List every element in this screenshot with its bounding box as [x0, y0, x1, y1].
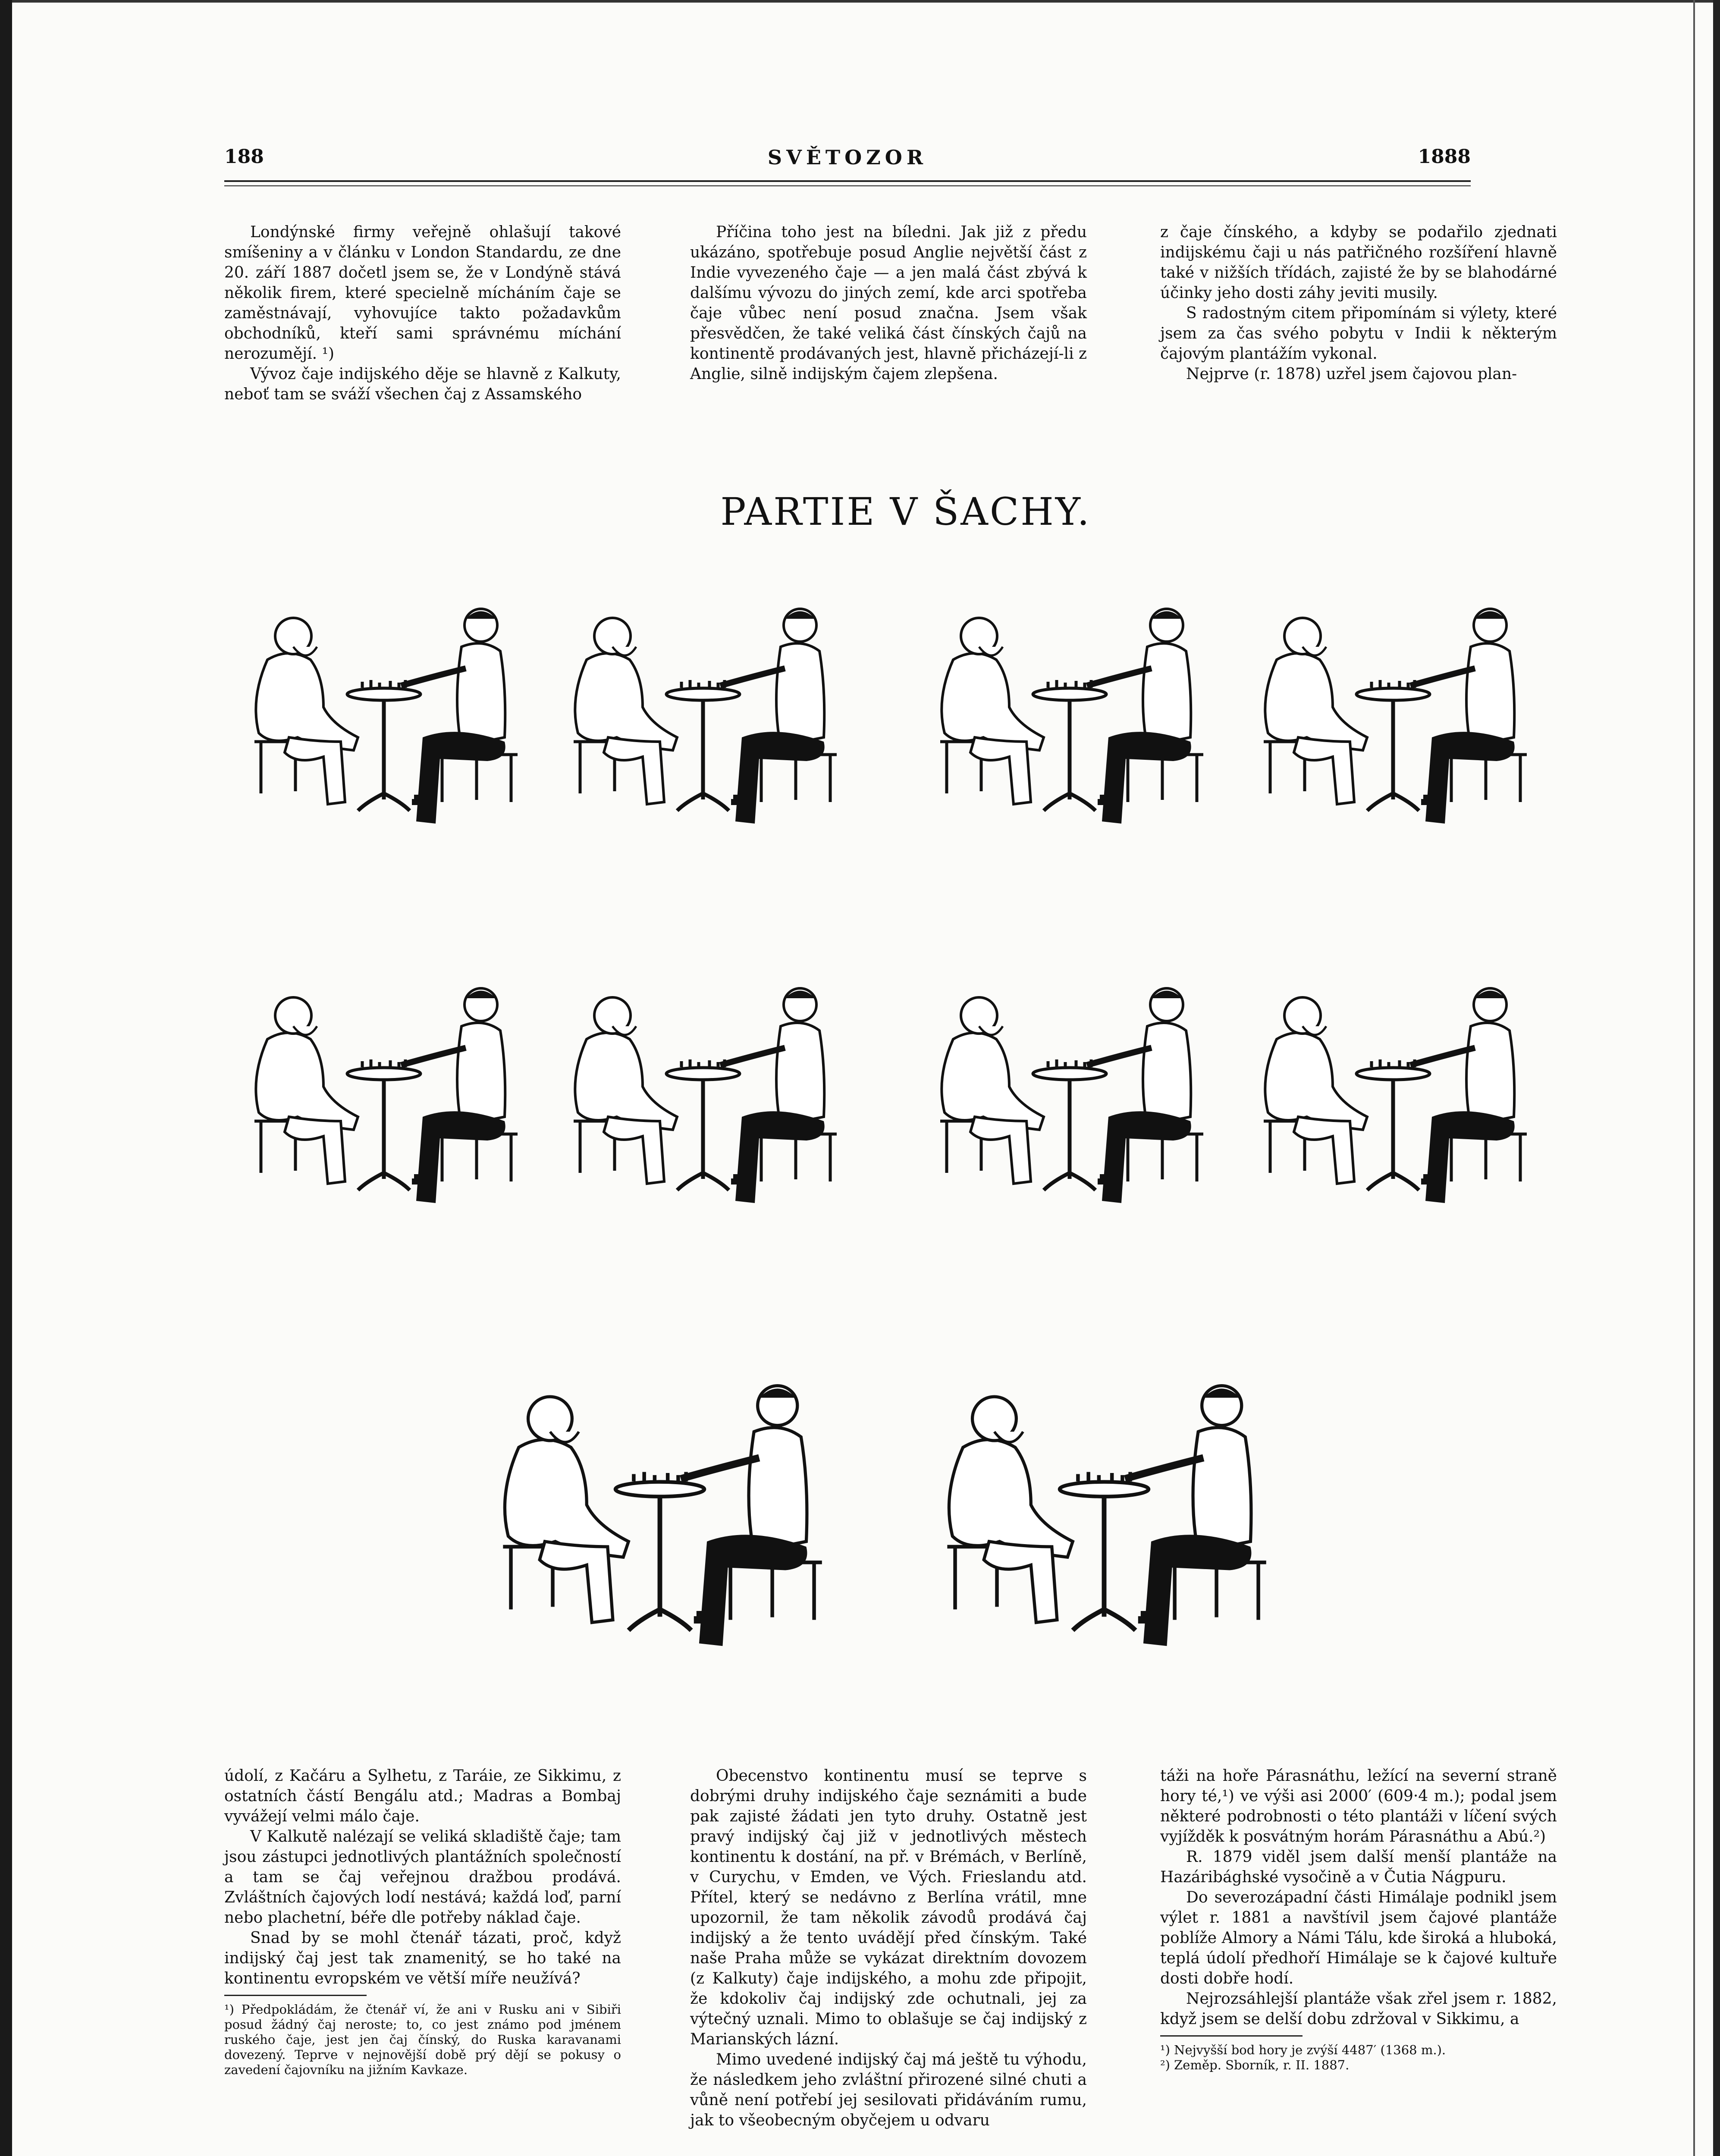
- footnote-rule: [1160, 2035, 1303, 2037]
- scan-top-edge: [0, 0, 1720, 3]
- paragraph: Obecenstvo kontinentu musí se teprve s dobrými druhy indijského čaje seznámiti a bude pak zajisté žádati jen tyto druhy. Ostatně jest pravý indijský čaj již v jednotlivých městech kontinentu k dostání, na př. v Brémách, v Berlíně, v Curychu, v Emden, ve Vých. Frieslandu atd. Přítel, který se nedávno z Berlína vrátil, mne upozornil, že tam několik závodů prodává čaj indijský a že tento uvádějí před čínským. Také naše Praha může se vykázat direktním dovozem (z Kalkuty) čaje indijského, a mohu zde připojit, že kdokoliv čaj indijský zde ochutnali, jej za výtečný uznali. Mimo to oblašuje se čaj indijský z Marianských lázní.: [690, 1767, 1087, 2048]
- paragraph: R. 1879 viděl jsem další menší plantáže na Hazáribághské vysočině a v Čutia Nágpuru.: [1160, 1848, 1557, 1886]
- bottom-column-3: [1160, 1766, 1557, 2073]
- paragraph: Vývoz čaje indijského děje se hlavně z Kalkuty, neboť tam se sváží všechen čaj z Assamského: [224, 365, 621, 403]
- top-column-3: [1160, 222, 1557, 384]
- header-rule-thin: [224, 185, 1471, 186]
- chess-scene-panel-8: [1251, 962, 1535, 1212]
- chess-scene-panel-3: [927, 582, 1212, 832]
- bottom-column-1: [224, 1766, 621, 2078]
- chess-scene-panel-7: [927, 962, 1212, 1212]
- paragraph: Nejrozsáhlejší plantáže však zřel jsem r. 1882, když jsem se delší dobu zdržoval v Sikkimu, a: [1160, 1990, 1557, 2028]
- chess-scene-panel-9: [487, 1354, 832, 1656]
- paragraph: z čaje čínského, a kdyby se podařilo zjednati indijskému čaji u nás patřičného rozšíření hlavně také v nižších třídách, zajisté že by se blahodárné účinky jeho dosti záhy jeviti musily.: [1160, 223, 1557, 302]
- chess-scene-panel-5: [242, 962, 526, 1212]
- bottom-column-2: [690, 1766, 1087, 2131]
- paragraph: táži na hoře Párasnáthu, ležící na severní straně hory té,¹) ve výši asi 2000′ (609·4 m.); podal jsem některé podrobnosti o této plantáži v líčení svých vyjížděk k posvátným horám Párasnáthu a Abú.²): [1160, 1767, 1557, 1846]
- illustration-title: PARTIE V ŠACHY.: [720, 489, 1091, 534]
- paragraph: Do severozápadní části Himálaje podnikl jsem výlet r. 1881 a navštívil jsem čajové plantáže poblíže Almory a Námi Tálu, kde široká a hluboká, teplá údolí předhoří Himálaje se k čajové kultuře dosti dobře hodí.: [1160, 1889, 1557, 1987]
- scan-page-edge-line: [1693, 0, 1695, 2156]
- paragraph: Příčina toho jest na bíledni. Jak již z předu ukázáno, spotřebuje posud Anglie největší část z Indie vyvezeného čaje — a jen malá část zbývá k dalšímu vývozu do jiných zemí, kde arci spotřeba čaje vůbec není posud značna. Jsem však přesvědčen, že také veliká část čínských čajů na kontinentě prodávaných jest, hlavně přicházejí-li z Anglie, silně indijským čajem zlepšena.: [690, 223, 1087, 383]
- top-column-2: [690, 222, 1087, 384]
- paragraph: Nejprve (r. 1878) uzřel jsem čajovou plan-: [1186, 365, 1517, 383]
- scan-left-edge: [0, 0, 12, 2156]
- chess-scene-panel-6: [561, 962, 845, 1212]
- top-column-1: [224, 222, 621, 404]
- chess-scene-panel-2: [561, 582, 845, 832]
- footnote: ²) Zeměp. Sborník, r. II. 1887.: [1160, 2058, 1350, 2072]
- footnote-rule: [224, 1995, 367, 1996]
- paragraph: V Kalkutě nalézají se veliká skladiště čaje; tam jsou zástupci jednotlivých plantážních společností a tam se čaj veřejnou dražbou prodává. Zvláštních čajových lodí nestává; každá loď, parní nebo plachetní, béře dle potřeby náklad čaje.: [224, 1828, 621, 1927]
- footnote: ¹) Nejvyšší bod hory je zvýší 4487′ (1368 m.).: [1160, 2043, 1446, 2057]
- publication-year: 1888: [1418, 146, 1471, 168]
- journal-title: SVĚTOZOR: [767, 146, 928, 169]
- page-number: 188: [224, 146, 264, 168]
- running-header: [224, 146, 1471, 176]
- header-rule-thick: [224, 180, 1471, 182]
- paragraph: Snad by se mohl čtenář tázati, proč, když indijský čaj jest tak znamenitý, se ho také na kontinentu evropském ve větší míře neužívá?: [224, 1929, 621, 1987]
- footnote: ¹) Předpokládám, že čtenář ví, že ani v Rusku ani v Sibiři posud žádný čaj neroste; to, co jest známo pod jménem ruského čaje, jest jen čaj čínský, do Ruska karavanami dovezený. Teprve v nejnovější době prý dějí se pokusy o zavedení čajovníku na jižním Kavkaze.: [224, 2002, 621, 2077]
- paragraph: Mimo uvedené indijský čaj má ještě tu výhodu, že následkem jeho zvláštní přirozené silné chuti a vůně není potřebí jej sesilovati přidáváním rumu, jak to všeobecným obyčejem u odvaru: [690, 2051, 1087, 2129]
- chess-scene-panel-1: [242, 582, 526, 832]
- chess-scene-panel-10: [932, 1354, 1277, 1656]
- paragraph: údolí, z Kačáru a Sylhetu, z Taráie, ze Sikkimu, z ostatních částí Bengálu atd.; Madras a Bombaj vyvážejí velmi málo čaje.: [224, 1767, 621, 1825]
- chess-scene-panel-4: [1251, 582, 1535, 832]
- paragraph: S radostným citem připomínám si výlety, které jsem za čas svého pobytu v Indii k některým čajovým plantážím vykonal.: [1160, 304, 1557, 363]
- paragraph: Londýnské firmy veřejně ohlašují takové smíšeniny a v článku v London Standardu, ze dne 20. září 1887 dočetl jsem se, že v Londýně stává několik firem, které specielně mícháním čaje se zaměstnávají, vyhovujíce takto požadavkům obchodníků, kteří sami správnému míchání nerozumějí. ¹): [224, 223, 621, 363]
- scan-right-edge: [1713, 0, 1720, 2156]
